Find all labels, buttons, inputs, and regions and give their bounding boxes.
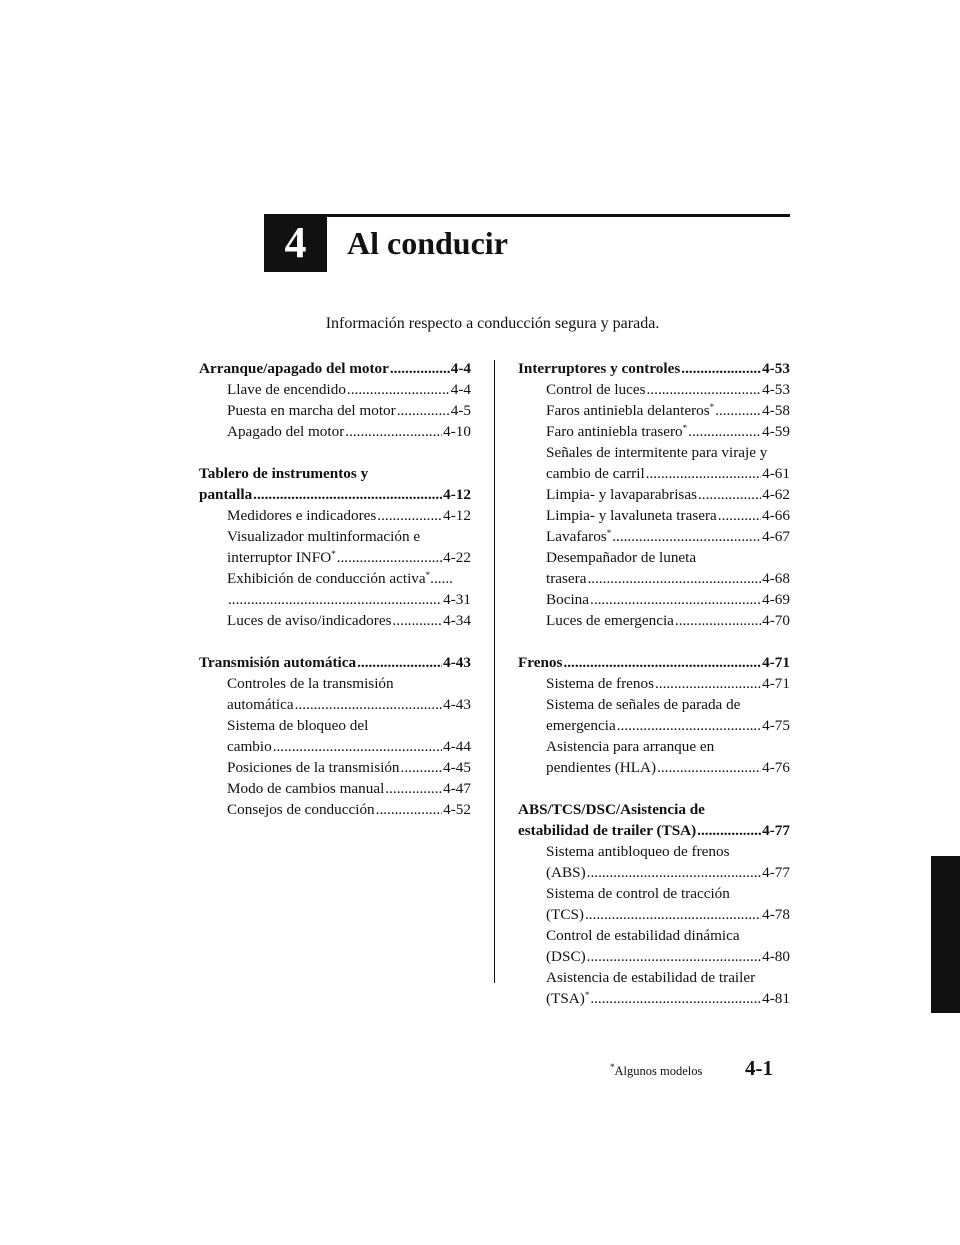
entry-page-number: 4-47 bbox=[443, 780, 471, 797]
entry-line-text: Sistema de control de tracción bbox=[546, 885, 730, 902]
heading-page-number: 4-77 bbox=[762, 822, 790, 839]
toc-section bbox=[518, 652, 790, 778]
toc-entry bbox=[199, 778, 471, 799]
entry-label bbox=[227, 379, 346, 400]
entry-label bbox=[546, 400, 714, 421]
leader-dots bbox=[655, 673, 761, 694]
toc-section-heading bbox=[199, 652, 471, 673]
leader-dots bbox=[681, 358, 761, 379]
entry-text: automática bbox=[227, 696, 294, 713]
entry-page-number: 4-70 bbox=[762, 612, 790, 629]
footnote-mark: * bbox=[610, 1062, 615, 1072]
entry-label bbox=[546, 505, 717, 526]
leader-dots bbox=[698, 484, 761, 505]
entry-text: trasera bbox=[546, 570, 587, 587]
toc-entry bbox=[518, 463, 790, 484]
entry-text: emergencia bbox=[546, 717, 616, 734]
entry-line-text: Controles de la transmisión bbox=[227, 675, 394, 692]
heading-text: pantalla bbox=[199, 486, 253, 503]
entry-label bbox=[546, 988, 589, 1009]
leader-dots bbox=[377, 505, 442, 526]
toc-entry bbox=[518, 757, 790, 778]
some-models-mark: * bbox=[606, 528, 612, 538]
toc-section bbox=[518, 799, 790, 1009]
chapter-title: Al conducir bbox=[347, 225, 508, 261]
toc-entry bbox=[199, 589, 471, 610]
heading-label bbox=[199, 358, 389, 379]
entry-line bbox=[199, 673, 471, 694]
toc-right-column bbox=[518, 358, 790, 1030]
entry-page-number: 4-5 bbox=[450, 402, 471, 419]
entry-label bbox=[546, 568, 586, 589]
entry-label bbox=[546, 904, 584, 925]
heading-text: Arranque/apagado del motor bbox=[199, 360, 389, 377]
entry-label bbox=[546, 526, 611, 547]
toc-entry bbox=[518, 484, 790, 505]
entry-page-number: 4-43 bbox=[443, 696, 471, 713]
entry-line-text: Sistema de señales de parada de bbox=[546, 696, 741, 713]
entry-page-number: 4-69 bbox=[762, 591, 790, 608]
entry-label bbox=[227, 757, 400, 778]
entry-page-number: 4-66 bbox=[762, 507, 790, 524]
heading-page-number: 4-71 bbox=[762, 654, 790, 671]
entry-page-number: 4-52 bbox=[443, 801, 471, 818]
some-models-mark: * bbox=[584, 990, 590, 1000]
entry-label bbox=[227, 547, 336, 568]
toc-entry bbox=[518, 673, 790, 694]
entry-label bbox=[546, 673, 654, 694]
leader-dots bbox=[357, 652, 442, 673]
entry-text: Apagado del motor bbox=[227, 423, 345, 440]
toc-section bbox=[199, 463, 471, 631]
entry-page-number: 4-34 bbox=[443, 612, 471, 629]
entry-page-number: 4-76 bbox=[762, 759, 790, 776]
heading-text: Frenos bbox=[518, 654, 563, 671]
leader-dots bbox=[587, 862, 761, 883]
entry-page-number: 4-44 bbox=[443, 738, 471, 755]
entry-page-number: 4-58 bbox=[762, 402, 790, 419]
leader-dots bbox=[295, 694, 443, 715]
heading-label bbox=[518, 358, 680, 379]
entry-page-number: 4-81 bbox=[762, 990, 790, 1007]
toc-entry bbox=[518, 610, 790, 631]
toc-entry bbox=[518, 715, 790, 736]
entry-page-number: 4-4 bbox=[450, 381, 471, 398]
entry-line-text: Control de estabilidad dinámica bbox=[546, 927, 740, 944]
entry-line bbox=[518, 967, 790, 988]
toc-entry bbox=[199, 799, 471, 820]
chapter-edge-tab bbox=[931, 856, 960, 1013]
entry-line bbox=[199, 526, 471, 547]
leader-dots bbox=[697, 820, 761, 841]
leader-dots bbox=[718, 505, 761, 526]
some-models-mark: * bbox=[425, 570, 431, 580]
leader-dots bbox=[688, 421, 761, 442]
leader-dots bbox=[585, 904, 761, 925]
entry-text: Lavafaros bbox=[546, 528, 607, 545]
chapter-number: 4 bbox=[284, 218, 307, 267]
entry-text: Medidores e indicadores bbox=[227, 507, 377, 524]
toc-entry bbox=[518, 400, 790, 421]
entry-label bbox=[546, 463, 645, 484]
entry-line-text: Sistema de bloqueo del bbox=[227, 717, 369, 734]
entry-text: interruptor INFO bbox=[227, 549, 332, 566]
entry-page-number: 4-31 bbox=[443, 591, 471, 608]
entry-label bbox=[546, 484, 697, 505]
some-models-mark: * bbox=[709, 402, 715, 412]
entry-label bbox=[227, 400, 396, 421]
entry-text: Luces de aviso/indicadores bbox=[227, 612, 392, 629]
heading-label bbox=[518, 652, 562, 673]
entry-page-number: 4-59 bbox=[762, 423, 790, 440]
leader-dots bbox=[590, 988, 761, 1009]
heading-label bbox=[199, 484, 252, 505]
entry-line bbox=[518, 736, 790, 757]
toc-entry bbox=[199, 421, 471, 442]
entry-label bbox=[546, 862, 586, 883]
leader-dots bbox=[587, 946, 761, 967]
entry-page-number: 4-75 bbox=[762, 717, 790, 734]
entry-line bbox=[518, 547, 790, 568]
heading-page-number: 4-4 bbox=[450, 360, 471, 377]
entry-text: Limpia- y lavaparabrisas bbox=[546, 486, 697, 503]
entry-text: cambio de carril bbox=[546, 465, 645, 482]
toc-entry bbox=[199, 379, 471, 400]
heading-line: Tablero de instrumentos y bbox=[199, 465, 369, 482]
entry-line bbox=[518, 925, 790, 946]
leader-dots bbox=[590, 589, 761, 610]
entry-line-text: Asistencia de estabilidad de trailer bbox=[546, 969, 756, 986]
some-models-mark: * bbox=[331, 549, 336, 559]
entry-text: Modo de cambios manual bbox=[227, 780, 385, 797]
leader-dots bbox=[587, 568, 761, 589]
heading-page-number: 4-43 bbox=[443, 654, 471, 671]
leader-dots bbox=[612, 526, 761, 547]
leader-dots bbox=[345, 421, 442, 442]
entry-label bbox=[546, 715, 616, 736]
toc-section bbox=[199, 652, 471, 820]
heading-page-number: 4-53 bbox=[762, 360, 790, 377]
heading-label bbox=[199, 652, 356, 673]
toc-entry bbox=[518, 904, 790, 925]
entry-line bbox=[518, 883, 790, 904]
leader-dots bbox=[385, 778, 442, 799]
footnote bbox=[610, 1062, 702, 1080]
entry-page-number: 4-71 bbox=[762, 675, 790, 692]
leader-dots bbox=[253, 484, 442, 505]
entry-text: Bocina bbox=[546, 591, 590, 608]
entry-page-number: 4-61 bbox=[762, 465, 790, 482]
entry-text: Limpia- y lavaluneta trasera bbox=[546, 507, 717, 524]
toc-entry bbox=[518, 568, 790, 589]
toc-section bbox=[518, 358, 790, 631]
some-models-mark: * bbox=[682, 423, 688, 433]
entry-line-text: Señales de intermitente para viraje y bbox=[546, 444, 768, 461]
leader-dots bbox=[337, 547, 442, 568]
entry-text: (ABS) bbox=[546, 864, 586, 881]
heading-page-number: 4-12 bbox=[443, 486, 471, 503]
entry-page-number: 4-77 bbox=[762, 864, 790, 881]
leader-dots bbox=[715, 400, 761, 421]
chapter-number-box bbox=[264, 214, 327, 272]
entry-line bbox=[199, 715, 471, 736]
heading-label bbox=[518, 820, 696, 841]
entry-line bbox=[199, 568, 471, 589]
toc-entry bbox=[518, 946, 790, 967]
chapter-title-rule bbox=[327, 214, 790, 217]
entry-text: Faro antiniebla trasero bbox=[546, 423, 683, 440]
entry-label bbox=[227, 505, 376, 526]
toc-entry bbox=[199, 610, 471, 631]
entry-label bbox=[546, 379, 646, 400]
entry-text: cambio bbox=[227, 738, 272, 755]
entry-line-text: Desempañador de luneta bbox=[546, 549, 697, 566]
heading-text: Interruptores y controles bbox=[518, 360, 681, 377]
toc-entry bbox=[518, 589, 790, 610]
entry-text: (TSA) bbox=[546, 990, 585, 1007]
toc-section-heading bbox=[199, 358, 471, 379]
footnote-text: Algunos modelos bbox=[614, 1064, 703, 1078]
entry-line-text: Asistencia para arranque en bbox=[546, 738, 715, 755]
leader-dots bbox=[228, 589, 442, 610]
entry-text: Consejos de conducción bbox=[227, 801, 375, 818]
entry-text: Luces de emergencia bbox=[546, 612, 674, 629]
entry-label bbox=[227, 778, 384, 799]
leader-dots bbox=[273, 736, 442, 757]
toc-entry bbox=[518, 988, 790, 1009]
page-number: 4-1 bbox=[745, 1056, 773, 1080]
toc-section-heading bbox=[518, 358, 790, 379]
toc-entry bbox=[518, 862, 790, 883]
entry-line-text: Exhibición de conducción activa bbox=[227, 570, 426, 587]
toc-entry bbox=[199, 505, 471, 526]
entry-text: pendientes (HLA) bbox=[546, 759, 657, 776]
entry-text: Sistema de frenos bbox=[546, 675, 654, 692]
heading-line: ABS/TCS/DSC/Asistencia de bbox=[518, 801, 705, 818]
toc-entry bbox=[199, 400, 471, 421]
entry-label bbox=[227, 736, 272, 757]
entry-label bbox=[227, 694, 294, 715]
leader-dots bbox=[392, 610, 442, 631]
entry-line bbox=[518, 841, 790, 862]
entry-page-number: 4-68 bbox=[762, 570, 790, 587]
column-divider bbox=[494, 360, 495, 983]
leader-dots bbox=[401, 757, 443, 778]
entry-label bbox=[546, 589, 589, 610]
toc-entry bbox=[199, 694, 471, 715]
entry-page-number: 4-45 bbox=[443, 759, 471, 776]
entry-text: Llave de encendido bbox=[227, 381, 346, 398]
entry-page-number: 4-80 bbox=[762, 948, 790, 965]
entry-page-number: 4-12 bbox=[443, 507, 471, 524]
entry-label bbox=[227, 610, 391, 631]
leader-dots bbox=[376, 799, 443, 820]
entry-page-number: 4-22 bbox=[443, 549, 471, 566]
entry-line bbox=[518, 694, 790, 715]
leader-dots bbox=[675, 610, 761, 631]
entry-text: Posiciones de la transmisión bbox=[227, 759, 400, 776]
entry-label bbox=[227, 421, 344, 442]
entry-line-text: Sistema antibloqueo de frenos bbox=[546, 843, 730, 860]
entry-page-number: 4-10 bbox=[443, 423, 471, 440]
leader-dots bbox=[563, 652, 761, 673]
entry-line-text: Visualizador multinformación e bbox=[227, 528, 421, 545]
leader-dots bbox=[390, 358, 450, 379]
heading-text: Transmisión automática bbox=[199, 654, 357, 671]
toc-entry bbox=[199, 757, 471, 778]
entry-label bbox=[546, 421, 687, 442]
leader-dots: ...... bbox=[430, 570, 453, 587]
entry-text: (DSC) bbox=[546, 948, 586, 965]
toc-entry bbox=[518, 379, 790, 400]
chapter-intro: Información respecto a conducción segura y parada. bbox=[325, 315, 660, 332]
entry-label bbox=[546, 610, 674, 631]
entry-page-number: 4-62 bbox=[762, 486, 790, 503]
leader-dots bbox=[657, 757, 761, 778]
toc-section bbox=[199, 358, 471, 442]
toc-entry bbox=[518, 526, 790, 547]
leader-dots bbox=[347, 379, 450, 400]
entry-label bbox=[227, 799, 375, 820]
toc-section-heading bbox=[518, 820, 790, 841]
entry-page-number: 4-53 bbox=[762, 381, 790, 398]
toc-entry bbox=[518, 505, 790, 526]
toc-section-heading bbox=[518, 652, 790, 673]
entry-text: Control de luces bbox=[546, 381, 646, 398]
entry-page-number: 4-78 bbox=[762, 906, 790, 923]
heading-text: estabilidad de trailer (TSA) bbox=[518, 822, 697, 839]
entry-line bbox=[518, 442, 790, 463]
leader-dots bbox=[646, 463, 761, 484]
entry-text: (TCS) bbox=[546, 906, 584, 923]
leader-dots bbox=[617, 715, 761, 736]
toc-entry bbox=[518, 421, 790, 442]
toc-section-heading bbox=[199, 484, 471, 505]
entry-label bbox=[546, 946, 586, 967]
entry-page-number: 4-67 bbox=[762, 528, 790, 545]
entry-label bbox=[546, 757, 656, 778]
toc-entry bbox=[199, 547, 471, 568]
entry-text: Faros antiniebla delanteros bbox=[546, 402, 710, 419]
entry-text: Puesta en marcha del motor bbox=[227, 402, 396, 419]
leader-dots bbox=[647, 379, 762, 400]
toc-entry bbox=[199, 736, 471, 757]
toc-left-column bbox=[199, 358, 471, 841]
leader-dots bbox=[397, 400, 450, 421]
